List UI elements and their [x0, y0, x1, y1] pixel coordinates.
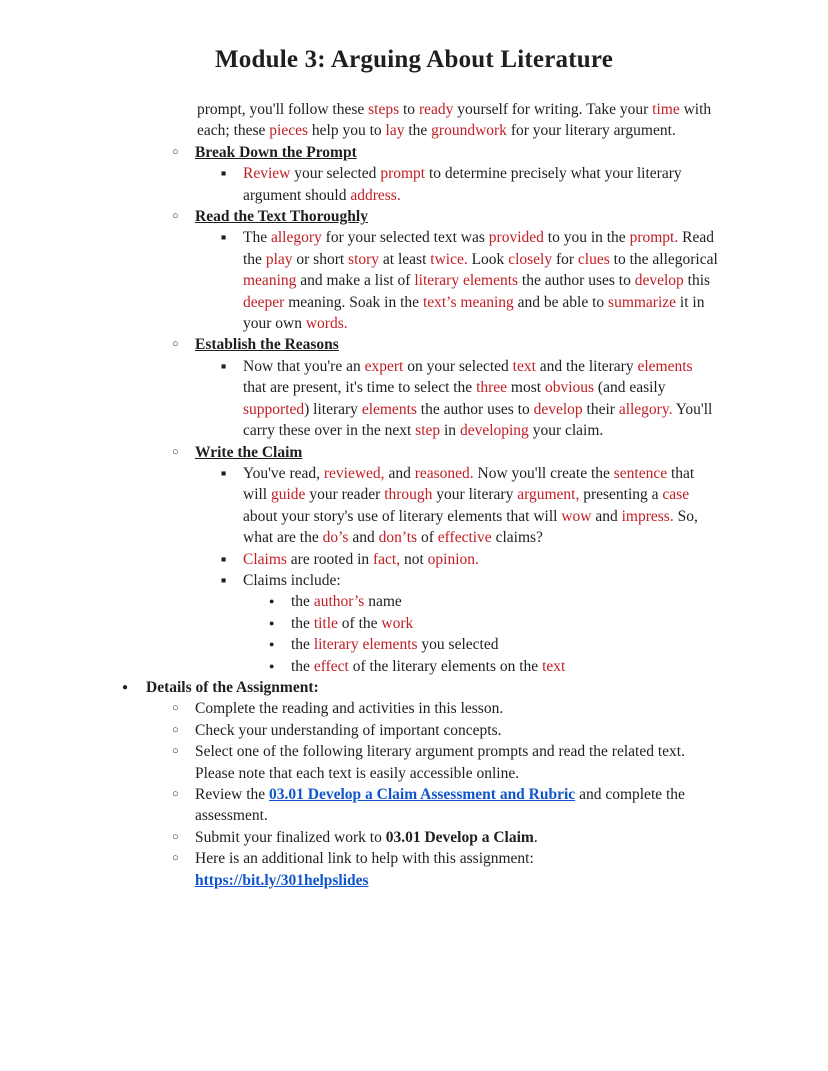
text-segment: claims?: [491, 529, 543, 547]
text-content: [195, 442, 718, 463]
text-content: [195, 334, 718, 355]
text-segment: do’s: [322, 529, 349, 547]
text-segment: meaning. Soak in the: [284, 293, 423, 311]
detail-select-prompt: [172, 741, 718, 784]
square-bullet-icon: ■: [221, 553, 227, 564]
text-segment: name: [364, 593, 402, 611]
text-segment: to: [399, 101, 419, 118]
text-segment: pieces: [269, 122, 309, 140]
text-segment: and complete the assessment.: [195, 786, 685, 825]
square-bullet-icon: ■: [221, 168, 227, 179]
text-segment: Complete the reading and activities in this lesson.: [195, 700, 504, 718]
text-content: [195, 142, 718, 163]
text-content: [195, 784, 718, 827]
text-content: [195, 848, 718, 891]
text-segment: step: [415, 422, 441, 440]
text-segment: text’s meaning: [422, 293, 514, 311]
dot-bullet-icon: ●: [269, 639, 275, 650]
text-segment: meaning: [243, 272, 297, 290]
text-segment: about your story's use of literary elements that will: [243, 507, 562, 525]
text-segment: reviewed,: [323, 464, 385, 482]
intro-paragraph: [197, 99, 718, 142]
text-segment: at least: [379, 250, 431, 268]
text-segment: effective: [437, 529, 492, 547]
text-segment: the author uses to: [518, 272, 635, 290]
text-segment: or short: [292, 250, 349, 268]
text-segment: title: [313, 614, 338, 632]
heading-read-the-text-thoroughly: [172, 206, 718, 227]
text-segment: allegory.: [618, 400, 673, 418]
text-segment: elements: [361, 400, 417, 418]
text-segment: the: [404, 122, 432, 140]
text-segment: the: [291, 636, 314, 654]
text-segment: opinion.: [427, 550, 479, 568]
text-segment: and be able to: [513, 293, 609, 311]
text-segment: are rooted in: [286, 550, 373, 568]
text-segment: for your literary argument.: [506, 122, 676, 140]
text-content: [291, 613, 718, 634]
claims-include-authors-name: [269, 591, 718, 612]
text-segment: Read the Text Thoroughly: [195, 208, 368, 226]
claims-rooted-in-fact: [221, 549, 718, 570]
break-down-the-prompt-detail: [221, 163, 718, 206]
text-segment: Break Down the Prompt: [195, 143, 357, 161]
assessment-rubric-link[interactable]: 03.01 Develop a Claim Assessment and Rubric: [269, 786, 576, 803]
text-content: [291, 656, 718, 677]
heading-details-of-the-assignment: [122, 677, 718, 698]
text-segment: Now you'll create the: [473, 464, 614, 482]
text-content: [243, 163, 718, 206]
text-segment: develop: [634, 272, 684, 290]
detail-check-understanding: [172, 720, 718, 741]
text-segment: steps: [368, 101, 400, 118]
help-slides-link[interactable]: https://bit.ly/301helpslides: [195, 871, 369, 889]
text-segment: prompt: [380, 165, 426, 183]
text-content: [243, 227, 718, 334]
square-bullet-icon: ■: [221, 467, 227, 478]
detail-submit-work: [172, 827, 718, 848]
heading-break-down-the-prompt: [172, 142, 718, 163]
text-segment: you selected: [417, 636, 499, 654]
circle-bullet-icon: ○: [172, 745, 179, 758]
text-content: [243, 463, 718, 549]
write-the-claim-detail: [221, 463, 718, 549]
text-segment: Establish the Reasons: [195, 336, 339, 354]
text-segment: your selected: [290, 165, 381, 183]
text-segment: that are present, it's time to select the: [243, 379, 477, 397]
circle-bullet-icon: ○: [172, 852, 179, 865]
text-segment: in: [440, 422, 460, 440]
text-segment: Read the: [243, 229, 714, 268]
circle-bullet-icon: ○: [172, 445, 179, 458]
text-segment: supported: [243, 400, 305, 418]
text-content: [195, 741, 718, 784]
text-segment: Submit your finalized work to: [195, 828, 386, 846]
text-segment: it in your own: [243, 293, 705, 333]
text-segment: don’ts: [378, 529, 418, 547]
text-segment: prompt.: [629, 229, 679, 247]
text-segment: wow: [561, 507, 592, 525]
text-segment: deeper: [243, 293, 285, 311]
text-segment: time: [652, 101, 680, 118]
text-segment: the: [291, 614, 314, 632]
text-segment: and: [348, 529, 379, 547]
text-segment: expert: [364, 357, 404, 375]
text-content: [146, 677, 718, 698]
text-segment: your reader: [305, 486, 385, 504]
square-bullet-icon: ■: [221, 360, 227, 371]
text-segment: clues: [577, 250, 610, 268]
heading-establish-the-reasons: [172, 334, 718, 355]
circle-bullet-icon: ○: [172, 210, 179, 223]
claims-include-effect: [269, 656, 718, 677]
text-segment: (and easily: [594, 379, 666, 397]
text-segment: Here is an additional link to help with this assignment:: [195, 850, 534, 868]
square-bullet-icon: ■: [221, 574, 227, 585]
text-segment: and the literary: [535, 357, 638, 375]
text-segment: provided: [488, 229, 544, 247]
text-segment: their: [582, 400, 619, 418]
text-segment: literary elements: [414, 272, 519, 290]
text-segment: groundwork: [431, 122, 507, 140]
text-segment: Select one of the following literary argument prompts and read the related text. Please note that each text is easily accessible online.: [195, 743, 685, 782]
text-segment: help you to: [308, 122, 386, 140]
text-content: [243, 549, 718, 570]
text-segment: developing: [459, 422, 529, 440]
text-segment: reasoned.: [414, 464, 474, 482]
text-segment: argument,: [517, 486, 580, 504]
text-segment: your literary: [432, 486, 518, 504]
dot-bullet-icon: ●: [269, 660, 275, 671]
circle-bullet-icon: ○: [172, 788, 179, 800]
heading-write-the-claim: [172, 442, 718, 463]
text-segment: address.: [350, 186, 401, 204]
detail-additional-link: [172, 848, 718, 891]
text-segment: summarize: [608, 293, 677, 311]
text-content: [291, 591, 718, 612]
text-content: [291, 634, 718, 655]
text-segment: So, what are the: [243, 507, 698, 547]
text-segment: not: [400, 550, 428, 568]
text-content: [243, 570, 718, 591]
text-segment: Check your understanding of important concepts.: [195, 721, 502, 739]
text-segment: the: [291, 593, 314, 611]
document-title: Module 3: Arguing About Literature: [214, 46, 613, 73]
text-segment: prompt, you'll follow these: [197, 101, 369, 118]
text-segment: develop: [533, 400, 583, 418]
text-segment: and make a list of: [296, 272, 415, 290]
text-segment: your claim.: [528, 422, 604, 440]
text-segment: this: [683, 272, 711, 290]
square-bullet-icon: ■: [221, 232, 227, 243]
text-segment: Now that you're an: [243, 357, 365, 375]
text-segment: text: [542, 657, 566, 675]
text-segment: for: [552, 250, 578, 268]
dot-bullet-icon: ●: [269, 617, 275, 628]
text-content: [243, 356, 718, 442]
text-segment: through: [384, 486, 433, 504]
text-segment: yourself for writing. Take your: [453, 101, 653, 118]
text-content: [197, 99, 718, 142]
text-segment: and: [591, 507, 622, 525]
text-segment: allegory: [270, 229, 322, 247]
text-content: [195, 206, 718, 227]
text-segment: You'll carry these over in the next: [243, 400, 713, 440]
circle-bullet-icon: ○: [172, 145, 179, 158]
text-segment: ready: [418, 101, 454, 118]
text-segment: presenting a: [579, 486, 663, 504]
text-segment: The: [243, 229, 271, 247]
text-segment: three: [476, 379, 508, 397]
text-segment: Review the: [195, 786, 270, 803]
establish-the-reasons-detail: [221, 356, 718, 442]
text-segment: .: [533, 828, 538, 846]
document-body: [0, 99, 828, 891]
text-segment: of the literary elements on the: [348, 657, 543, 675]
text-segment: obvious: [544, 379, 595, 397]
text-segment: impress.: [621, 507, 674, 525]
text-segment: on your selected: [403, 357, 513, 375]
claims-include-literary-elements: [269, 634, 718, 655]
text-segment: text: [512, 357, 536, 375]
text-segment: with each; these: [197, 101, 712, 140]
text-segment: closely: [508, 250, 553, 268]
detail-review-rubric: [172, 784, 718, 827]
text-segment: sentence: [613, 464, 668, 482]
circle-bullet-icon: ○: [172, 723, 179, 736]
text-segment: play: [265, 250, 293, 268]
text-segment: Look: [467, 250, 509, 268]
claims-include-title: [269, 613, 718, 634]
text-segment: the: [291, 657, 314, 675]
text-segment: case: [662, 486, 690, 504]
circle-bullet-icon: ○: [172, 830, 179, 843]
detail-complete-reading: [172, 698, 718, 719]
text-segment: story: [348, 250, 380, 268]
text-segment: most: [507, 379, 545, 397]
text-segment: Claims: [243, 550, 287, 568]
text-segment: twice.: [430, 250, 468, 268]
text-content: [195, 720, 718, 741]
circle-bullet-icon: ○: [172, 338, 179, 351]
text-segment: that will: [243, 464, 695, 504]
text-segment: to you in the: [543, 229, 630, 247]
text-content: [195, 698, 718, 719]
text-segment: guide: [271, 486, 306, 504]
text-segment: work: [381, 614, 414, 632]
text-segment: words.: [305, 315, 348, 333]
text-segment: to determine precisely what your literary argument should: [243, 165, 682, 204]
circle-bullet-icon: ○: [172, 702, 179, 715]
text-segment: literary elements: [313, 636, 418, 654]
text-segment: Claims include:: [243, 571, 341, 589]
claims-include: [221, 570, 718, 591]
text-segment: the author uses to: [416, 400, 534, 418]
text-segment: author’s: [313, 593, 365, 611]
text-segment: You've read,: [243, 464, 324, 482]
text-segment: of the: [337, 614, 382, 632]
text-segment: for your selected text was: [321, 229, 489, 247]
read-the-text-detail: [221, 227, 718, 334]
text-segment: elements: [637, 357, 693, 375]
text-segment: to the allegorical: [609, 250, 718, 268]
dot-bullet-icon: ●: [269, 596, 275, 607]
text-segment: Write the Claim: [195, 443, 303, 461]
text-segment: lay: [385, 122, 405, 140]
text-segment: 03.01 Develop a Claim: [385, 828, 534, 846]
text-content: [195, 827, 718, 848]
text-segment: fact,: [373, 550, 401, 568]
text-segment: Review: [243, 165, 291, 183]
text-segment: and: [384, 464, 415, 482]
text-segment: Details of the Assignment:: [146, 678, 319, 696]
text-segment: effect: [313, 657, 349, 675]
disc-bullet-icon: ●: [122, 681, 129, 693]
text-segment: ) literary: [304, 400, 362, 418]
text-segment: of: [417, 529, 438, 547]
